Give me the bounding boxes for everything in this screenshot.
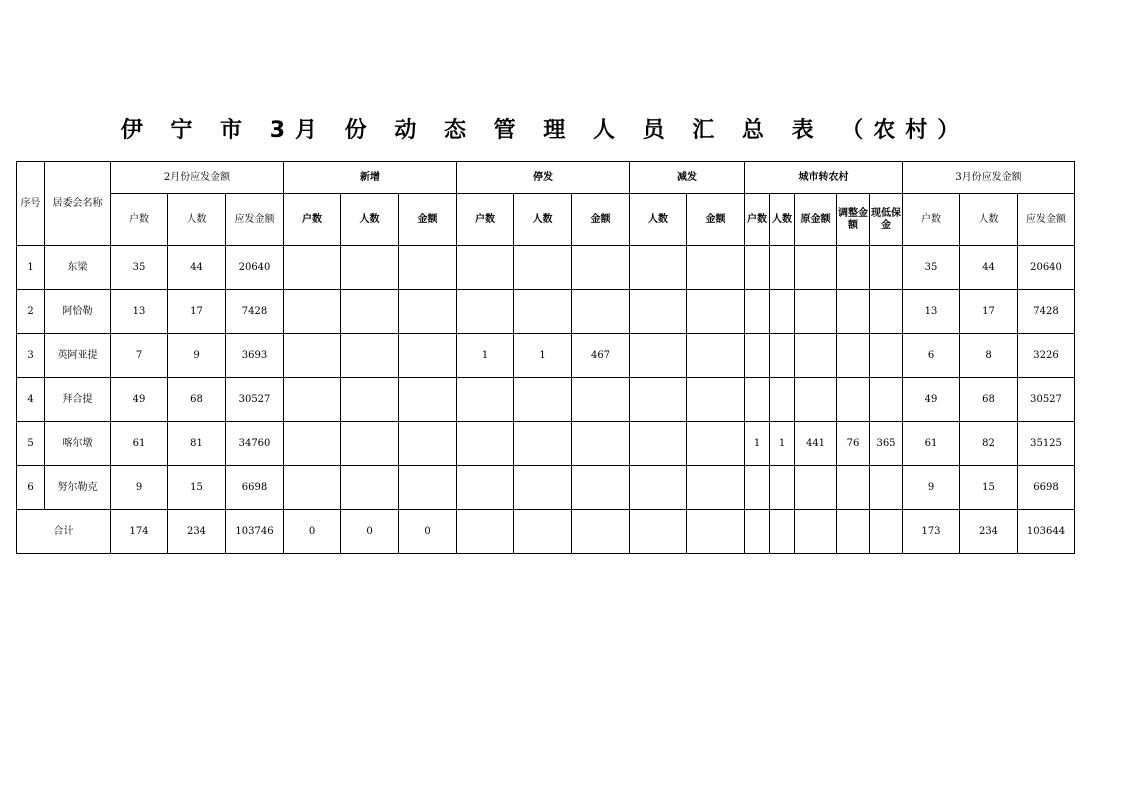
cell-feb-amount: 20640	[226, 246, 284, 290]
cell-transfer-adjusted	[837, 246, 870, 290]
header-seq: 序号	[17, 162, 45, 246]
cell-new-households	[284, 246, 341, 290]
total-mar-households: 173	[903, 510, 960, 554]
header-transfer-households: 户数	[745, 194, 770, 246]
total-stop-households	[457, 510, 514, 554]
cell-mar-amount: 30527	[1018, 378, 1075, 422]
header-new-group: 新增	[284, 162, 457, 194]
cell-mar-amount: 6698	[1018, 466, 1075, 510]
cell-feb-amount: 34760	[226, 422, 284, 466]
header-mar-persons: 人数	[960, 194, 1018, 246]
cell-mar-households: 35	[903, 246, 960, 290]
cell-feb-persons: 15	[168, 466, 226, 510]
header-new-amount: 金额	[399, 194, 457, 246]
cell-feb-persons: 17	[168, 290, 226, 334]
cell-seq: 3	[17, 334, 45, 378]
cell-mar-households: 49	[903, 378, 960, 422]
header-transfer-original: 原金额	[795, 194, 837, 246]
cell-transfer-current	[870, 246, 903, 290]
header-transfer-adjusted: 调整金额	[837, 194, 870, 246]
cell-feb-persons: 81	[168, 422, 226, 466]
cell-name: 东梁	[45, 246, 111, 290]
header-mar-payable: 应发金额	[1018, 194, 1075, 246]
cell-seq: 4	[17, 378, 45, 422]
cell-mar-households: 9	[903, 466, 960, 510]
cell-transfer-households	[745, 466, 770, 510]
header-reduce-amount: 金额	[687, 194, 745, 246]
header-mar-households: 户数	[903, 194, 960, 246]
cell-transfer-original	[795, 334, 837, 378]
cell-feb-persons: 68	[168, 378, 226, 422]
header-feb-households: 户数	[111, 194, 168, 246]
cell-transfer-original	[795, 466, 837, 510]
header-transfer-current: 现低保金	[870, 194, 903, 246]
cell-feb-households: 13	[111, 290, 168, 334]
header-mar-group: 3月份应发金额	[903, 162, 1075, 194]
cell-new-households	[284, 466, 341, 510]
cell-name: 阿恰勒	[45, 290, 111, 334]
cell-stop-persons	[514, 378, 572, 422]
cell-mar-persons: 8	[960, 334, 1018, 378]
cell-reduce-persons	[630, 334, 687, 378]
cell-feb-persons: 9	[168, 334, 226, 378]
cell-mar-amount: 7428	[1018, 290, 1075, 334]
cell-mar-amount: 3226	[1018, 334, 1075, 378]
cell-reduce-amount	[687, 378, 745, 422]
total-transfer-households	[745, 510, 770, 554]
cell-name: 喀尔墩	[45, 422, 111, 466]
cell-transfer-persons	[770, 378, 795, 422]
cell-new-amount	[399, 334, 457, 378]
cell-reduce-amount	[687, 422, 745, 466]
total-feb-households: 174	[111, 510, 168, 554]
cell-stop-persons	[514, 290, 572, 334]
table-row	[17, 334, 1075, 378]
cell-stop-households: 1	[457, 334, 514, 378]
cell-stop-amount	[572, 290, 630, 334]
cell-stop-households	[457, 378, 514, 422]
cell-transfer-current	[870, 334, 903, 378]
cell-seq: 2	[17, 290, 45, 334]
cell-new-amount	[399, 246, 457, 290]
cell-stop-amount	[572, 246, 630, 290]
cell-transfer-current	[870, 466, 903, 510]
header-row-2	[17, 194, 1075, 246]
header-stop-households: 户数	[457, 194, 514, 246]
cell-mar-amount: 20640	[1018, 246, 1075, 290]
cell-reduce-amount	[687, 466, 745, 510]
cell-name: 努尔勒克	[45, 466, 111, 510]
cell-reduce-amount	[687, 290, 745, 334]
cell-new-households	[284, 290, 341, 334]
cell-feb-persons: 44	[168, 246, 226, 290]
total-feb-persons: 234	[168, 510, 226, 554]
cell-transfer-households	[745, 334, 770, 378]
header-stop-persons: 人数	[514, 194, 572, 246]
cell-new-persons	[341, 290, 399, 334]
cell-new-persons	[341, 378, 399, 422]
total-transfer-adjusted	[837, 510, 870, 554]
cell-transfer-adjusted	[837, 466, 870, 510]
total-mar-amount: 103644	[1018, 510, 1075, 554]
cell-transfer-persons	[770, 290, 795, 334]
cell-transfer-current	[870, 290, 903, 334]
total-reduce-persons	[630, 510, 687, 554]
cell-seq: 5	[17, 422, 45, 466]
header-transfer-group: 城市转农村	[745, 162, 903, 194]
cell-transfer-original	[795, 246, 837, 290]
total-new-persons: 0	[341, 510, 399, 554]
cell-transfer-persons: 1	[770, 422, 795, 466]
cell-mar-households: 6	[903, 334, 960, 378]
table-row	[17, 246, 1075, 290]
cell-transfer-adjusted	[837, 334, 870, 378]
header-new-persons: 人数	[341, 194, 399, 246]
cell-transfer-households	[745, 290, 770, 334]
total-row	[17, 510, 1075, 554]
cell-stop-amount	[572, 466, 630, 510]
total-new-households: 0	[284, 510, 341, 554]
cell-transfer-current: 365	[870, 422, 903, 466]
cell-new-amount	[399, 378, 457, 422]
cell-feb-amount: 30527	[226, 378, 284, 422]
cell-reduce-amount	[687, 246, 745, 290]
total-transfer-current	[870, 510, 903, 554]
header-feb-group: 2月份应发金额	[111, 162, 284, 194]
cell-feb-households: 35	[111, 246, 168, 290]
cell-mar-persons: 82	[960, 422, 1018, 466]
table-row	[17, 422, 1075, 466]
total-new-amount: 0	[399, 510, 457, 554]
cell-name: 英阿亚提	[45, 334, 111, 378]
header-transfer-persons: 人数	[770, 194, 795, 246]
cell-transfer-households	[745, 378, 770, 422]
cell-transfer-adjusted	[837, 378, 870, 422]
header-feb-persons: 人数	[168, 194, 226, 246]
cell-new-households	[284, 334, 341, 378]
cell-stop-households	[457, 422, 514, 466]
cell-stop-persons: 1	[514, 334, 572, 378]
cell-stop-households	[457, 466, 514, 510]
cell-stop-households	[457, 290, 514, 334]
cell-stop-amount	[572, 378, 630, 422]
cell-reduce-amount	[687, 334, 745, 378]
cell-transfer-adjusted	[837, 290, 870, 334]
cell-new-persons	[341, 246, 399, 290]
cell-transfer-persons	[770, 246, 795, 290]
total-stop-amount	[572, 510, 630, 554]
cell-feb-households: 49	[111, 378, 168, 422]
cell-transfer-households: 1	[745, 422, 770, 466]
cell-new-amount	[399, 290, 457, 334]
header-reduce-persons: 人数	[630, 194, 687, 246]
cell-new-amount	[399, 422, 457, 466]
cell-feb-amount: 3693	[226, 334, 284, 378]
summary-table	[16, 161, 1075, 554]
cell-mar-persons: 68	[960, 378, 1018, 422]
cell-transfer-current	[870, 378, 903, 422]
cell-seq: 6	[17, 466, 45, 510]
cell-stop-persons	[514, 246, 572, 290]
total-label: 合计	[17, 510, 111, 554]
header-reduce-group: 减发	[630, 162, 745, 194]
cell-mar-amount: 35125	[1018, 422, 1075, 466]
total-mar-persons: 234	[960, 510, 1018, 554]
cell-new-households	[284, 378, 341, 422]
cell-mar-persons: 17	[960, 290, 1018, 334]
header-feb-payable: 应发金额	[226, 194, 284, 246]
total-transfer-persons	[770, 510, 795, 554]
cell-reduce-persons	[630, 422, 687, 466]
total-feb-amount: 103746	[226, 510, 284, 554]
cell-feb-households: 7	[111, 334, 168, 378]
cell-stop-amount	[572, 422, 630, 466]
cell-transfer-persons	[770, 466, 795, 510]
cell-stop-persons	[514, 466, 572, 510]
cell-new-amount	[399, 466, 457, 510]
table-row	[17, 290, 1075, 334]
cell-feb-households: 9	[111, 466, 168, 510]
total-stop-persons	[514, 510, 572, 554]
total-transfer-original	[795, 510, 837, 554]
cell-feb-amount: 6698	[226, 466, 284, 510]
cell-name: 拜合提	[45, 378, 111, 422]
header-committee: 居委会名称	[45, 162, 111, 246]
cell-transfer-original	[795, 290, 837, 334]
cell-stop-persons	[514, 422, 572, 466]
table-row	[17, 466, 1075, 510]
cell-transfer-persons	[770, 334, 795, 378]
cell-transfer-original: 441	[795, 422, 837, 466]
cell-mar-persons: 15	[960, 466, 1018, 510]
sheet-title: 伊 宁 市 3月 份 动 态 管 理 人 员 汇 总 表 （农村）	[120, 118, 970, 143]
cell-transfer-adjusted: 76	[837, 422, 870, 466]
cell-reduce-persons	[630, 466, 687, 510]
cell-new-persons	[341, 422, 399, 466]
header-new-households: 户数	[284, 194, 341, 246]
cell-new-persons	[341, 466, 399, 510]
header-stop-group: 停发	[457, 162, 630, 194]
cell-stop-amount: 467	[572, 334, 630, 378]
cell-reduce-persons	[630, 290, 687, 334]
cell-transfer-original	[795, 378, 837, 422]
cell-mar-households: 13	[903, 290, 960, 334]
cell-new-households	[284, 422, 341, 466]
cell-transfer-households	[745, 246, 770, 290]
cell-new-persons	[341, 334, 399, 378]
cell-reduce-persons	[630, 246, 687, 290]
cell-seq: 1	[17, 246, 45, 290]
cell-stop-households	[457, 246, 514, 290]
total-reduce-amount	[687, 510, 745, 554]
cell-feb-amount: 7428	[226, 290, 284, 334]
table-row	[17, 378, 1075, 422]
header-stop-amount: 金额	[572, 194, 630, 246]
cell-mar-persons: 44	[960, 246, 1018, 290]
cell-reduce-persons	[630, 378, 687, 422]
cell-mar-households: 61	[903, 422, 960, 466]
header-row-1	[17, 162, 1075, 194]
cell-feb-households: 61	[111, 422, 168, 466]
